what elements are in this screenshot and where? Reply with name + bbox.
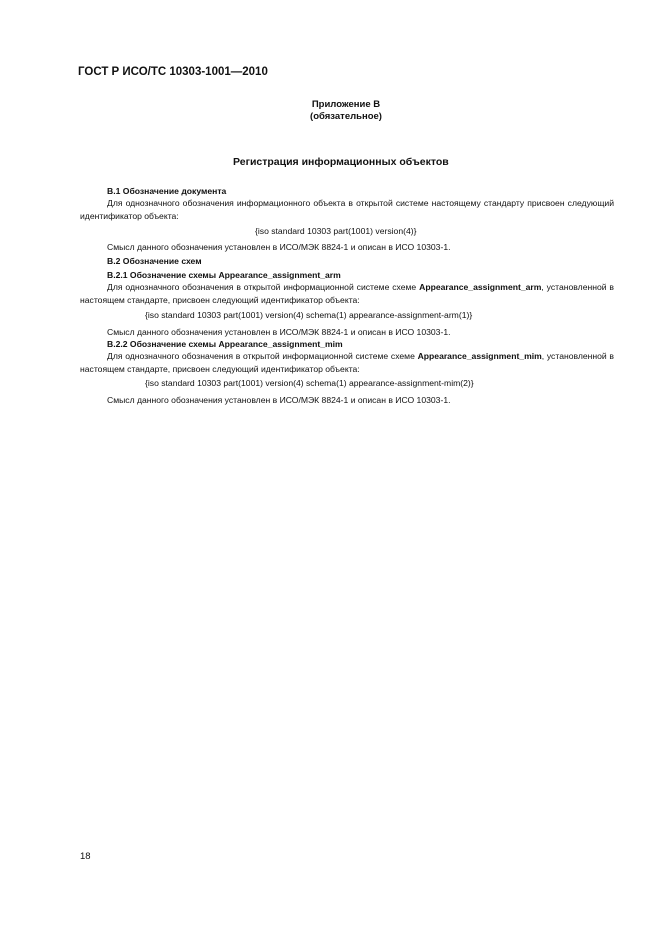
clause-b21-schema-name: Appearance_assignment_arm — [419, 282, 542, 292]
clause-b22-heading: В.2.2 Обозначение схемы Appearance_assignment_mim — [107, 339, 343, 349]
clause-b21-paragraph — [80, 281, 614, 307]
clause-b2-heading: В.2 Обозначение схем — [107, 256, 202, 266]
clause-b22-schema-name: Appearance_assignment_mim — [417, 351, 542, 361]
page-number: 18 — [80, 851, 91, 862]
clause-b22-paragraph — [80, 350, 614, 376]
clause-b22-identifier: {iso standard 10303 part(1001) version(4) schema(1) appearance-assignment-mim(2)} — [145, 378, 474, 388]
clause-b21-identifier: {iso standard 10303 part(1001) version(4) schema(1) appearance-assignment-arm(1)} — [145, 310, 473, 320]
clause-b1-paragraph — [80, 197, 614, 223]
document-code: ГОСТ Р ИСО/ТС 10303-1001—2010 — [78, 66, 268, 78]
clause-b1-heading: В.1 Обозначение документа — [107, 186, 227, 196]
section-title: Регистрация информационных объектов — [233, 156, 449, 168]
clause-b21-note: Смысл данного обозначения установлен в ИСО/МЭК 8824-1 и описан в ИСО 10303-1. — [107, 327, 451, 337]
clause-b22-text-a: Для однозначного обозначения в открытой информационной системе схеме — [107, 351, 418, 361]
clause-b21-heading: В.2.1 Обозначение схемы Appearance_assignment_arm — [107, 270, 341, 280]
clause-b1-note: Смысл данного обозначения установлен в ИСО/МЭК 8824-1 и описан в ИСО 10303-1. — [107, 242, 451, 252]
clause-b21-text-a: Для однозначного обозначения в открытой информационной системе схеме — [107, 282, 420, 292]
clause-b21-text-b: , установленной в настоящем стандарте, присвоен следующий идентификатор объекта: — [80, 282, 615, 305]
annex-title: Приложение В — [311, 99, 381, 110]
clause-b22-note: Смысл данного обозначения установлен в ИСО/МЭК 8824-1 и описан в ИСО 10303-1. — [107, 395, 451, 405]
annex-heading — [300, 99, 392, 123]
clause-b1-text: Для однозначного обозначения информационного объекта в открытой системе настоящему стандарту присвоен следующий идентификатор объекта: — [80, 198, 614, 221]
clause-b1-identifier: {iso standard 10303 part(1001) version(4)} — [255, 226, 417, 236]
clause-b22-text-b: , установленной в настоящем стандарте, присвоен следующий идентификатор объекта: — [80, 351, 614, 374]
annex-status: (обязательное) — [310, 111, 382, 122]
